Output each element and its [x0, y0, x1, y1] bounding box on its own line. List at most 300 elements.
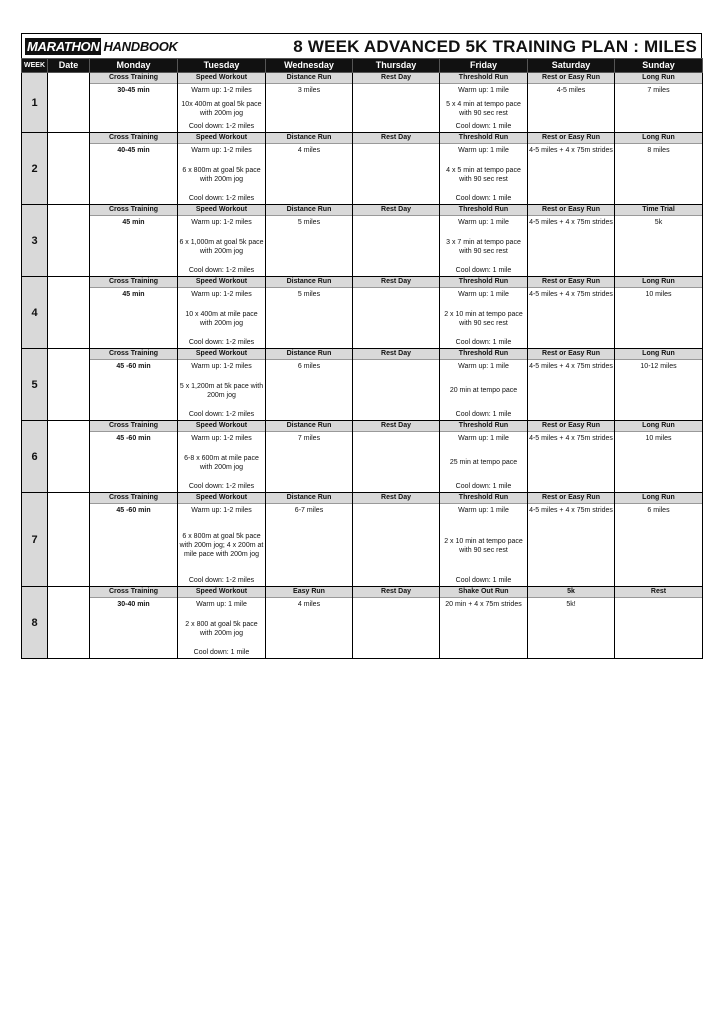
workout-label: Threshold Run [440, 349, 527, 360]
main-set-text: 6 x 1,000m at goal 5k pace with 200m jog [179, 238, 264, 255]
day-cell-thu [353, 205, 440, 277]
day-cell-mon [90, 493, 178, 587]
day-cell-sun [615, 73, 703, 133]
day-cell-tue [178, 349, 266, 421]
workout-label: Distance Run [266, 421, 352, 432]
day-cell-sun [615, 205, 703, 277]
workout-label: Threshold Run [440, 73, 527, 84]
workout-label: Long Run [615, 349, 702, 360]
day-cell-sun [615, 587, 703, 659]
distance-text: 7 miles [297, 435, 321, 442]
duration-text: 30-45 min [117, 87, 150, 94]
week-row [22, 205, 703, 277]
main-set-text: 2 x 10 min at tempo pace with 90 sec rest [444, 310, 523, 327]
workout-detail [266, 432, 352, 492]
day-cell-sat [528, 421, 615, 493]
workout-detail [615, 216, 702, 276]
workout-label: Time Trial [615, 205, 702, 216]
workout-label: Long Run [615, 421, 702, 432]
workout-label: Rest Day [353, 277, 439, 288]
cool-down-text: Cool down: 1-2 miles [188, 123, 255, 130]
workout-detail [266, 216, 352, 276]
day-cell-content [528, 493, 614, 586]
distance-text: 10 miles [645, 435, 672, 442]
date-cell [48, 493, 90, 587]
workout-label: Distance Run [266, 349, 352, 360]
workout-detail [90, 432, 177, 492]
distance-text: 4-5 miles + 4 x 75m strides [529, 147, 613, 154]
workout-detail [528, 360, 614, 420]
workout-label: Rest Day [353, 493, 439, 504]
day-cell-content [440, 205, 527, 276]
main-set-text: 2 x 10 min at tempo pace with 90 sec rest [444, 537, 523, 554]
day-cell-content [528, 421, 614, 492]
day-cell-tue [178, 421, 266, 493]
workout-label: Cross Training [90, 133, 177, 144]
warm-up-text: Warm up: 1 mile [458, 87, 509, 94]
workout-detail [90, 360, 177, 420]
logo-part-2: HANDBOOK [103, 38, 178, 54]
main-set-text: 6 x 800m at goal 5k pace with 200m jog; 4 x 200m at mile pace with 200m jog [179, 533, 264, 558]
day-cell-mon [90, 349, 178, 421]
workout-label: Speed Workout [178, 73, 265, 84]
warm-up-text: Warm up: 1 mile [458, 363, 509, 370]
day-cell-sun [615, 421, 703, 493]
date-cell [48, 349, 90, 421]
main-set-text: 20 min at tempo pace [449, 387, 518, 394]
day-cell-content [90, 587, 177, 658]
day-cell-sun [615, 277, 703, 349]
workout-detail [266, 360, 352, 420]
day-cell-content [353, 205, 439, 276]
day-cell-fri [440, 277, 528, 349]
day-cell-content [266, 133, 352, 204]
workout-detail [266, 84, 352, 132]
warm-up-text: Warm up: 1 mile [458, 507, 509, 514]
day-cell-fri [440, 421, 528, 493]
workout-detail [440, 360, 527, 420]
workout-detail [90, 144, 177, 204]
day-cell-content [440, 73, 527, 132]
page-title: 8 WEEK ADVANCED 5K TRAINING PLAN : MILES [293, 37, 697, 56]
workout-detail [178, 216, 265, 276]
day-cell-tue [178, 133, 266, 205]
week-row [22, 349, 703, 421]
workout-label: Long Run [615, 277, 702, 288]
day-cell-thu [353, 73, 440, 133]
col-header-saturday: Saturday [528, 59, 615, 73]
day-cell-mon [90, 587, 178, 659]
col-header-sunday: Sunday [615, 59, 703, 73]
day-cell-content [353, 493, 439, 586]
workout-detail [528, 432, 614, 492]
day-cell-thu [353, 133, 440, 205]
day-cell-fri [440, 133, 528, 205]
warm-up-text: Warm up: 1 mile [458, 435, 509, 442]
workout-detail [178, 598, 265, 658]
workout-detail [615, 84, 702, 132]
duration-text: 30-40 min [117, 601, 150, 608]
workout-detail [615, 598, 702, 658]
workout-label: Rest or Easy Run [528, 421, 614, 432]
week-number: 8 [22, 587, 48, 659]
day-cell-content [178, 421, 265, 492]
col-header-monday: Monday [90, 59, 178, 73]
workout-label: 5k [528, 587, 614, 598]
day-cell-tue [178, 587, 266, 659]
day-cell-content [440, 587, 527, 658]
distance-text: 5k [654, 219, 663, 226]
workout-detail [178, 144, 265, 204]
workout-detail [178, 288, 265, 348]
workout-detail [178, 432, 265, 492]
day-cell-sat [528, 205, 615, 277]
cool-down-text: Cool down: 1-2 miles [188, 483, 255, 490]
day-cell-content [353, 421, 439, 492]
workout-label: Threshold Run [440, 493, 527, 504]
col-header-week: WEEK [22, 59, 48, 73]
distance-text: 5 miles [297, 219, 321, 226]
day-cell-content [528, 277, 614, 348]
workout-detail [440, 84, 527, 132]
main-set-text: 3 x 7 min at tempo pace with 90 sec rest [446, 238, 521, 255]
day-cell-content [528, 587, 614, 658]
workout-label: Rest Day [353, 421, 439, 432]
workout-label: Rest or Easy Run [528, 493, 614, 504]
col-header-thursday: Thursday [353, 59, 440, 73]
warm-up-text: Warm up: 1-2 miles [191, 435, 252, 442]
distance-text: 4-5 miles + 4 x 75m strides [529, 507, 613, 514]
week-number: 1 [22, 73, 48, 133]
day-cell-fri [440, 493, 528, 587]
cool-down-text: Cool down: 1 mile [193, 649, 250, 656]
distance-text: 6-7 miles [294, 507, 324, 514]
cool-down-text: Cool down: 1-2 miles [188, 339, 255, 346]
workout-label: Long Run [615, 73, 702, 84]
workout-detail [528, 598, 614, 658]
workout-detail [615, 288, 702, 348]
training-plan-table [21, 58, 703, 659]
cool-down-text: Cool down: 1 mile [455, 339, 512, 346]
day-cell-wed [266, 421, 353, 493]
day-cell-content [615, 349, 702, 420]
workout-label: Cross Training [90, 587, 177, 598]
workout-label: Cross Training [90, 73, 177, 84]
workout-detail [528, 288, 614, 348]
warm-up-text: Warm up: 1-2 miles [191, 219, 252, 226]
day-cell-content [90, 205, 177, 276]
day-cell-content [178, 277, 265, 348]
workout-label: Speed Workout [178, 277, 265, 288]
workout-detail [528, 84, 614, 132]
main-set-text: 25 min at tempo pace [449, 459, 518, 466]
day-cell-content [178, 73, 265, 132]
day-cell-thu [353, 493, 440, 587]
week-row [22, 493, 703, 587]
distance-text: 20 min + 4 x 75m strides [445, 601, 522, 608]
day-cell-thu [353, 349, 440, 421]
day-cell-content [90, 421, 177, 492]
day-cell-content [178, 587, 265, 658]
day-cell-content [528, 133, 614, 204]
warm-up-text: Warm up: 1-2 miles [191, 87, 252, 94]
distance-text: 4-5 miles [556, 87, 586, 94]
workout-label: Cross Training [90, 493, 177, 504]
workout-label: Distance Run [266, 205, 352, 216]
workout-detail [440, 504, 527, 586]
distance-text: 8 miles [647, 147, 670, 154]
training-plan-sheet [21, 33, 702, 659]
workout-label: Rest Day [353, 349, 439, 360]
workout-label: Distance Run [266, 73, 352, 84]
week-number: 4 [22, 277, 48, 349]
workout-detail [528, 144, 614, 204]
warm-up-text: Warm up: 1 mile [458, 291, 509, 298]
day-cell-content [266, 493, 352, 586]
cool-down-text: Cool down: 1 mile [455, 483, 512, 490]
date-cell [48, 133, 90, 205]
date-cell [48, 277, 90, 349]
day-cell-content [353, 277, 439, 348]
day-cell-sat [528, 277, 615, 349]
day-cell-content [615, 421, 702, 492]
date-cell [48, 587, 90, 659]
workout-label: Rest or Easy Run [528, 73, 614, 84]
logo-part-1: MARATHON [27, 38, 100, 54]
distance-text: 4-5 miles + 4 x 75m strides [529, 291, 613, 298]
workout-detail [440, 432, 527, 492]
duration-text: 45 -60 min [116, 435, 151, 442]
day-cell-mon [90, 277, 178, 349]
day-cell-content [178, 205, 265, 276]
distance-text: 10 miles [645, 291, 672, 298]
main-set-text: 5 x 1,200m at 5k pace with 200m jog [179, 382, 264, 399]
workout-label: Threshold Run [440, 133, 527, 144]
day-cell-content [440, 493, 527, 586]
workout-detail [178, 84, 265, 132]
day-cell-content [528, 73, 614, 132]
week-number: 3 [22, 205, 48, 277]
cool-down-text: Cool down: 1 mile [455, 411, 512, 418]
main-set-text: 10 x 400m at mile pace with 200m jog [185, 310, 258, 327]
date-cell [48, 421, 90, 493]
workout-detail [440, 216, 527, 276]
distance-text: 4-5 miles + 4 x 75m strides [529, 219, 613, 226]
page-header [21, 33, 702, 58]
workout-detail [266, 598, 352, 658]
day-cell-content [266, 277, 352, 348]
workout-label: Distance Run [266, 493, 352, 504]
day-cell-content [90, 73, 177, 132]
day-cell-tue [178, 493, 266, 587]
cool-down-text: Cool down: 1 mile [455, 267, 512, 274]
day-cell-sun [615, 349, 703, 421]
warm-up-text: Warm up: 1-2 miles [191, 147, 252, 154]
day-cell-content [90, 493, 177, 586]
cool-down-text: Cool down: 1-2 miles [188, 195, 255, 202]
workout-detail [178, 360, 265, 420]
week-row [22, 73, 703, 133]
workout-label: Rest or Easy Run [528, 205, 614, 216]
workout-label: Rest [615, 587, 702, 598]
workout-detail [440, 598, 527, 658]
day-cell-thu [353, 277, 440, 349]
workout-label: Cross Training [90, 277, 177, 288]
distance-text: 6 miles [297, 363, 321, 370]
workout-label: Distance Run [266, 277, 352, 288]
distance-text: 5 miles [297, 291, 321, 298]
workout-detail [90, 288, 177, 348]
cool-down-text: Cool down: 1-2 miles [188, 411, 255, 418]
day-cell-content [353, 133, 439, 204]
day-cell-content [440, 133, 527, 204]
workout-label: Rest Day [353, 133, 439, 144]
workout-label: Rest Day [353, 73, 439, 84]
day-cell-sun [615, 493, 703, 587]
distance-text: 4-5 miles + 4 x 75m strides [529, 435, 613, 442]
day-cell-wed [266, 493, 353, 587]
day-cell-content [178, 133, 265, 204]
cool-down-text: Cool down: 1 mile [455, 195, 512, 202]
day-cell-content [266, 349, 352, 420]
day-cell-fri [440, 205, 528, 277]
day-cell-content [440, 421, 527, 492]
cool-down-text: Cool down: 1-2 miles [188, 267, 255, 274]
day-cell-content [528, 205, 614, 276]
day-cell-content [266, 73, 352, 132]
day-cell-wed [266, 349, 353, 421]
warm-up-text: Warm up: 1-2 miles [191, 507, 252, 514]
main-set-text: 6 x 800m at goal 5k pace with 200m jog [182, 166, 261, 183]
workout-detail [90, 84, 177, 132]
day-cell-mon [90, 205, 178, 277]
day-cell-wed [266, 73, 353, 133]
workout-label: Easy Run [266, 587, 352, 598]
day-cell-content [178, 493, 265, 586]
day-cell-content [440, 277, 527, 348]
day-cell-content [266, 421, 352, 492]
workout-label: Rest Day [353, 587, 439, 598]
day-cell-content [615, 277, 702, 348]
day-cell-mon [90, 73, 178, 133]
col-header-friday: Friday [440, 59, 528, 73]
day-cell-wed [266, 205, 353, 277]
workout-label: Cross Training [90, 421, 177, 432]
duration-text: 45 -60 min [116, 363, 151, 370]
week-row [22, 133, 703, 205]
date-cell [48, 205, 90, 277]
week-row [22, 421, 703, 493]
workout-detail [528, 216, 614, 276]
col-header-wednesday: Wednesday [266, 59, 353, 73]
day-cell-content [90, 133, 177, 204]
cool-down-text: Cool down: 1 mile [455, 123, 512, 130]
workout-detail [266, 504, 352, 586]
workout-detail [615, 432, 702, 492]
workout-label: Threshold Run [440, 205, 527, 216]
col-header-date: Date [48, 59, 90, 73]
day-cell-tue [178, 277, 266, 349]
workout-label: Speed Workout [178, 205, 265, 216]
workout-detail [178, 504, 265, 586]
workout-label: Speed Workout [178, 133, 265, 144]
day-cell-wed [266, 133, 353, 205]
day-cell-mon [90, 133, 178, 205]
workout-detail [90, 216, 177, 276]
main-set-text: 2 x 800 at goal 5k pace with 200m jog [185, 620, 258, 637]
day-cell-sun [615, 133, 703, 205]
week-number: 6 [22, 421, 48, 493]
week-number: 5 [22, 349, 48, 421]
workout-detail [615, 144, 702, 204]
workout-detail [615, 504, 702, 586]
day-cell-fri [440, 587, 528, 659]
distance-text: 4-5 miles + 4 x 75m strides [529, 363, 613, 370]
warm-up-text: Warm up: 1 mile [458, 147, 509, 154]
day-cell-content [440, 349, 527, 420]
day-cell-content [353, 587, 439, 658]
day-cell-tue [178, 205, 266, 277]
warm-up-text: Warm up: 1-2 miles [191, 363, 252, 370]
workout-label: Threshold Run [440, 277, 527, 288]
warm-up-text: Warm up: 1 mile [458, 219, 509, 226]
workout-detail [440, 288, 527, 348]
week-number: 7 [22, 493, 48, 587]
warm-up-text: Warm up: 1 mile [196, 601, 247, 608]
day-cell-content [353, 349, 439, 420]
col-header-tuesday: Tuesday [178, 59, 266, 73]
day-cell-thu [353, 421, 440, 493]
workout-detail [615, 360, 702, 420]
distance-text: 10-12 miles [640, 363, 677, 370]
week-row [22, 587, 703, 659]
workout-detail [266, 144, 352, 204]
workout-detail [90, 598, 177, 658]
duration-text: 45 min [122, 291, 145, 298]
day-cell-content [615, 73, 702, 132]
day-cell-content [615, 133, 702, 204]
week-number: 2 [22, 133, 48, 205]
workout-label: Long Run [615, 493, 702, 504]
workout-detail [440, 144, 527, 204]
workout-label: Rest or Easy Run [528, 133, 614, 144]
main-set-text: 6-8 x 600m at mile pace with 200m jog [184, 454, 259, 471]
day-cell-content [90, 277, 177, 348]
day-cell-wed [266, 277, 353, 349]
day-cell-thu [353, 587, 440, 659]
day-cell-sat [528, 349, 615, 421]
day-cell-content [90, 349, 177, 420]
main-set-text: 4 x 5 min at tempo pace with 90 sec rest [446, 166, 521, 183]
day-cell-mon [90, 421, 178, 493]
day-cell-content [266, 587, 352, 658]
day-cell-content [353, 73, 439, 132]
date-cell [48, 73, 90, 133]
workout-label: Threshold Run [440, 421, 527, 432]
cool-down-text: Cool down: 1 mile [455, 577, 512, 584]
day-cell-fri [440, 349, 528, 421]
workout-label: Speed Workout [178, 349, 265, 360]
day-cell-content [615, 587, 702, 658]
workout-label: Rest or Easy Run [528, 349, 614, 360]
day-cell-fri [440, 73, 528, 133]
day-cell-tue [178, 73, 266, 133]
workout-label: Speed Workout [178, 421, 265, 432]
week-row [22, 277, 703, 349]
distance-text: 5k! [566, 601, 576, 608]
workout-detail [266, 288, 352, 348]
day-cell-content [615, 205, 702, 276]
